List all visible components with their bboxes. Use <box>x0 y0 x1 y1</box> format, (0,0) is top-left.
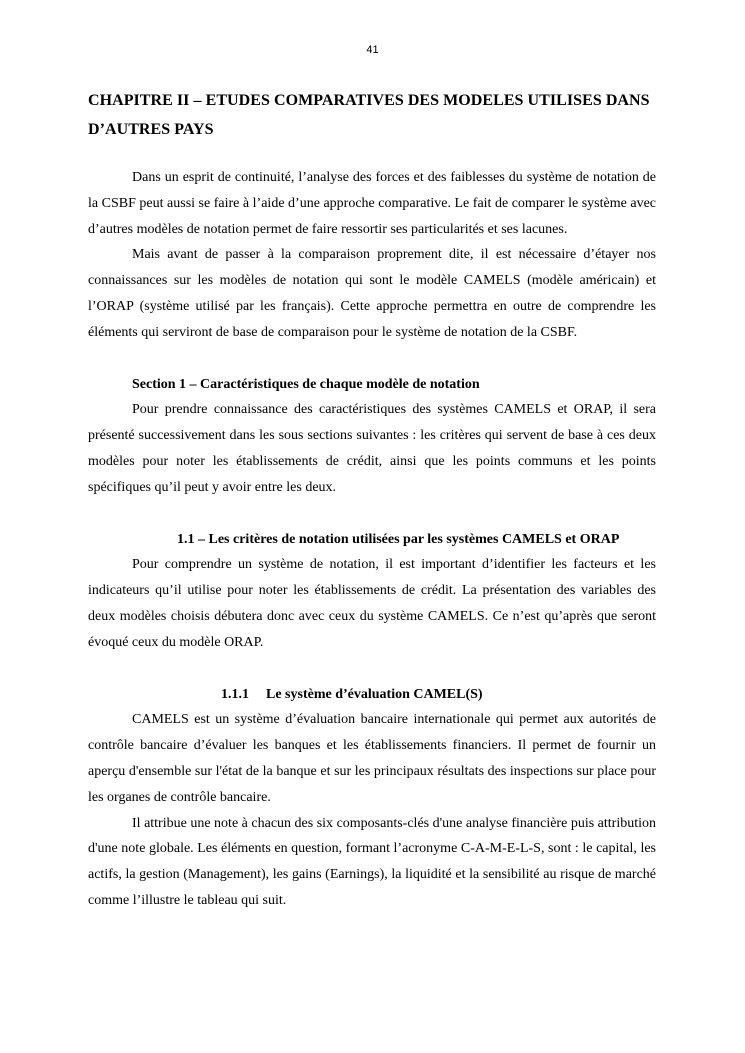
spacer <box>88 501 656 527</box>
subsection-1-1-1-heading <box>88 682 656 708</box>
subsection-1-1-1-paragraph-1: CAMELS est un système d’évaluation bancaire internationale qui permet aux autorités de contrôle bancaire d’évaluer les banques et les établissements financiers. Il permet de fournir un aperçu d'ensemble sur l'état de la banque et sur les principaux résultats des inspections sur place pour les organes de contrôle bancaire. <box>88 712 656 805</box>
subsection-1-1-1-number: 1.1.1 <box>221 686 249 702</box>
subsection-1-1-1-paragraph-2: Il attribue une note à chacun des six composants-clés d'une analyse financière puis attribution d'une note globale. Les éléments en question, formant l’acronyme C-A-M-E-L-S, sont : le capital, les actifs, la gestion (Management), les gains (Earnings), la liquidité et la sensibilité au risque de marché comme l’illustre le tableau qui suit. <box>88 815 656 908</box>
subsection-1-1-1-title: Le système d’évaluation CAMEL(S) <box>266 686 483 702</box>
page-content <box>88 86 656 914</box>
spacer <box>88 656 656 682</box>
subsection-1-1-paragraph: Pour comprendre un système de notation, il est important d’identifier les facteurs et les indicateurs qu’il utilise pour noter les établissements de crédit. La présentation des variables des deux modèles choisis débutera donc avec ceux du système CAMELS. Ce n’est qu’après que seront évoqué ceux du modèle ORAP. <box>88 557 656 650</box>
intro-paragraph-2: Mais avant de passer à la comparaison proprement dite, il est nécessaire d’étayer nos connaissances sur les modèles de notation qui sont le modèle CAMELS (modèle américain) et l’ORAP (système utilisé par les français). Cette approche permettra en outre de comprendre les éléments qui serviront de base de comparaison pour le système de notation de la CSBF. <box>88 247 656 340</box>
spacer <box>88 144 656 165</box>
section-1-paragraph: Pour prendre connaissance des caractéristiques des systèmes CAMELS et ORAP, il sera présenté successivement dans les sous sections suivantes : les critères qui servent de base à ces deux modèles pour noter les établissements de crédit, ainsi que les points communs et les points spécifiques qu’il peut y avoir entre les deux. <box>88 402 656 495</box>
page-number: 41 <box>366 44 379 56</box>
section-1-heading: Section 1 – Caractéristiques de chaque modèle de notation <box>132 376 480 392</box>
chapter-title: CHAPITRE II – ETUDES COMPARATIVES DES MODELES UTILISES DANS D’AUTRES PAYS <box>88 92 650 138</box>
spacer <box>88 346 656 372</box>
intro-paragraph-1: Dans un esprit de continuité, l’analyse des forces et des faiblesses du système de notation de la CSBF peut aussi se faire à l’aide d’une approche comparative. Le fait de comparer le système avec d’autres modèles de notation permet de faire ressortir ses particularités et ses lacunes. <box>88 170 656 237</box>
subsection-1-1-heading: 1.1 – Les critères de notation utilisées par les systèmes CAMELS et ORAP <box>177 531 620 547</box>
